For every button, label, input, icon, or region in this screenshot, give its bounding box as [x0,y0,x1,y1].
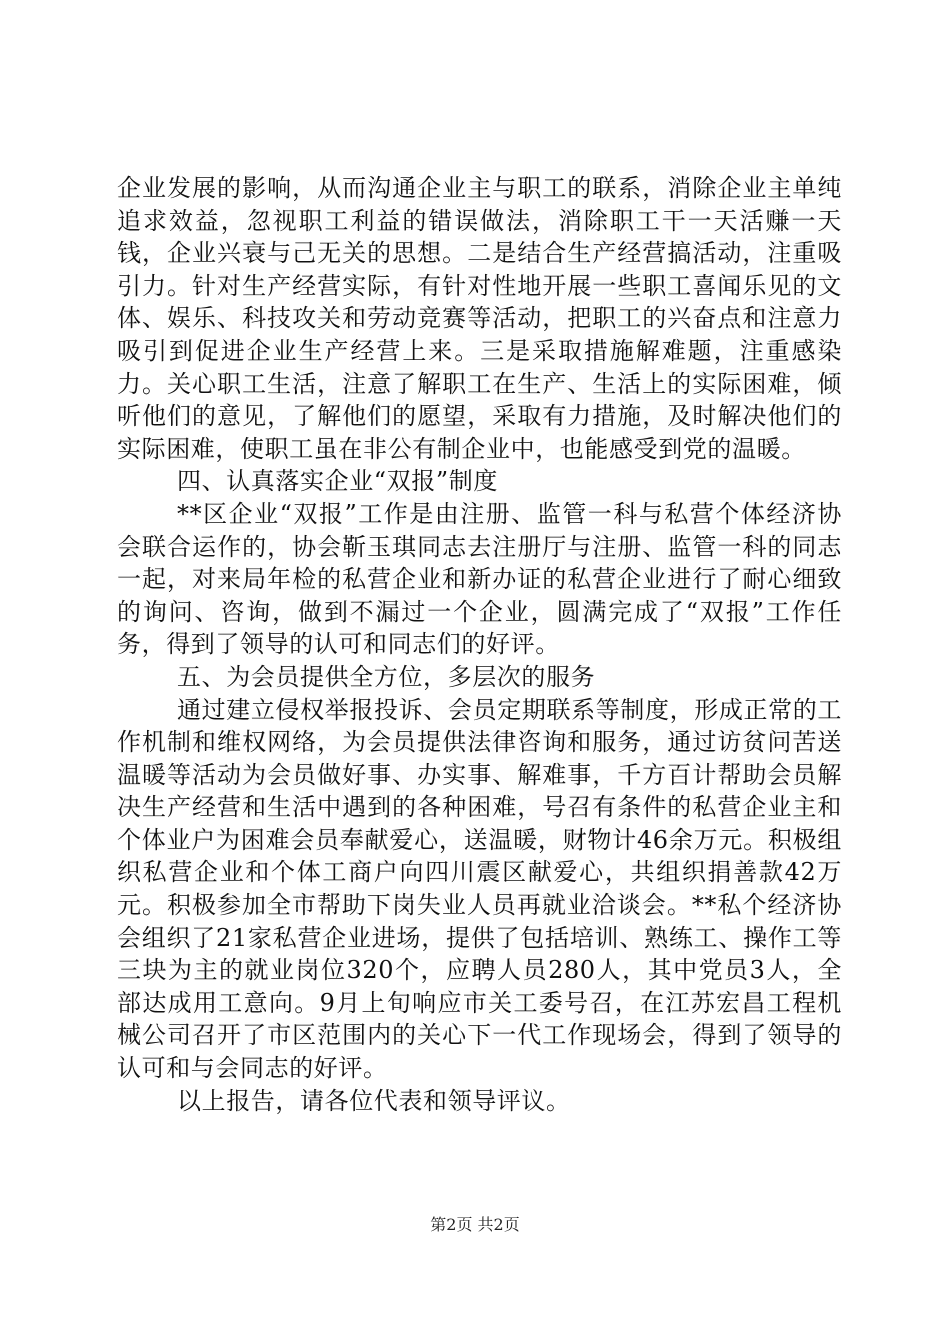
page-footer: 第2页 共2页 [430,1215,520,1234]
paragraph-double-report: **区企业“双报”工作是由注册、监管一科与私营个体经济协会联合运作的，协会靳玉琪同志去注册厅与注册、监管一科的同志一起，对来局年检的私营企业和新办证的私营企业进行了耐心细致的询问、咨询，做到不漏过一个企业，圆满完成了“双报”工作任务，得到了领导的认可和同志们的好评。 [117,499,842,659]
section-heading-five: 五、为会员提供全方位，多层次的服务 [177,662,596,691]
paragraph-member-services: 通过建立侵权举报投诉、会员定期联系等制度，形成正常的工作机制和维权网络，为会员提供法律咨询和服务，通过访贫问苦送温暖等活动为会员做好事、办实事、解难事，千方百计帮助会员解决生产经营和生活中遇到的各种困难，号召有条件的私营企业主和个体业户为困难会员奉献爱心，送温暖，财物计46余万元。积极组织私营企业和个体工商户向四川震区献爱心，共组织捐善款42万元。积极参加全市帮助下岗失业人员再就业洽谈会。**私个经济协会组织了21家私营企业进场，提供了包括培训、熟练工、操作工等三块为主的就业岗位320个，应聘人员280人，其中党员3人，全部达成用工意向。9月上旬响应市关工委号召，在江苏宏昌工程机械公司召开了市区范围内的关心下一代工作现场会，得到了领导的认可和与会同志的好评。 [117,695,842,1083]
paragraph-closing: 以上报告，请各位代表和领导评议。 [177,1086,571,1115]
document-body [117,172,842,1117]
section-heading-four: 四、认真落实企业“双报”制度 [177,467,498,496]
paragraph-continuation: 企业发展的影响，从而沟通企业主与职工的联系，消除企业主单纯追求效益，忽视职工利益的错误做法，消除职工干一天活赚一天钱，企业兴衰与己无关的思想。二是结合生产经营搞活动，注重吸引力。针对生产经营实际，有针对性地开展一些职工喜闻乐见的文体、娱乐、科技攻关和劳动竞赛等活动，把职工的兴奋点和注意力吸引到促进企业生产经营上来。三是采取措施解难题，注重感染力。关心职工生活，注意了解职工在生产、生活上的实际困难，倾听他们的意见，了解他们的愿望，采取有力措施，及时解决他们的实际困难，使职工虽在非公有制企业中，也能感受到党的温暖。 [117,174,842,463]
